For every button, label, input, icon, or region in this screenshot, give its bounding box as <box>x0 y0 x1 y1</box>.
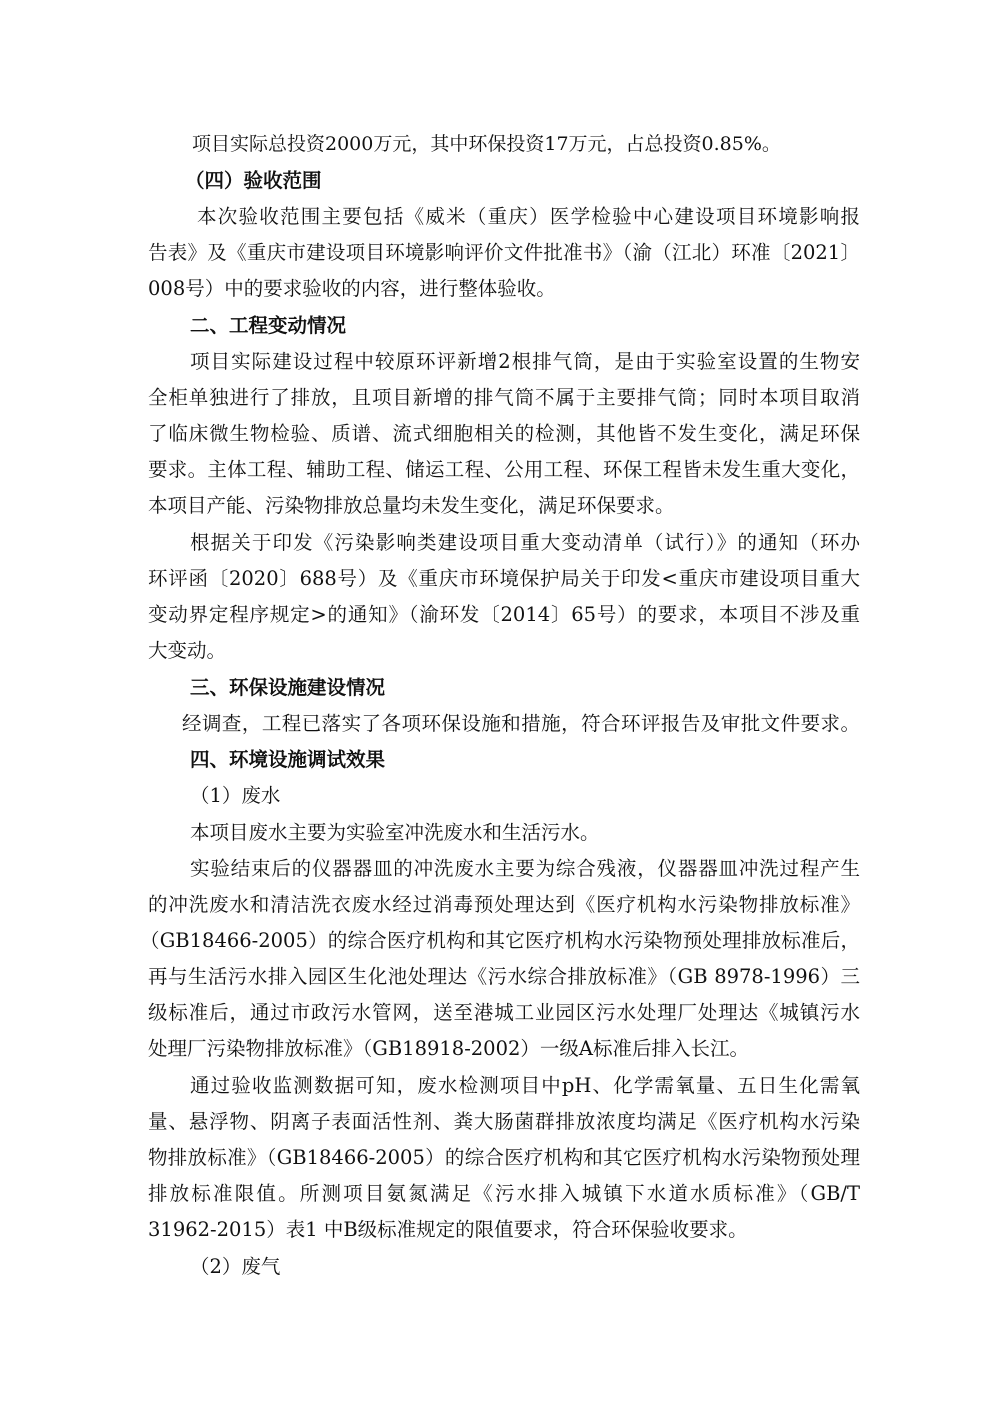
paragraph-line: 环评函〔2020〕688号）及《重庆市环境保护局关于印发<重庆市建设项目重大 <box>148 567 860 590</box>
paragraph-line: 经调查，工程已落实了各项环保设施和措施，符合环评报告及审批文件要求。 <box>182 712 860 735</box>
section-heading-acceptance-scope: （四）验收范围 <box>185 169 322 192</box>
subheading-exhaust-gas: （2）废气 <box>190 1255 281 1278</box>
paragraph-line: 根据关于印发《污染影响类建设项目重大变动清单（试行）》的通知（环办 <box>190 531 860 554</box>
paragraph-line: 的冲洗废水和清洁洗衣废水经过消毒预处理达到《医疗机构水污染物排放标准》 <box>148 893 860 916</box>
paragraph-line: 008号）中的要求验收的内容，进行整体验收。 <box>148 277 556 300</box>
paragraph-line: 级标准后，通过市政污水管网，送至港城工业园区污水处理厂处理达《城镇污水 <box>148 1001 860 1024</box>
paragraph-line: 本次验收范围主要包括《威米（重庆）医学检验中心建设项目环境影响报 <box>197 205 860 228</box>
paragraph-line: 了临床微生物检验、质谱、流式细胞相关的检测，其他皆不发生变化，满足环保 <box>148 422 860 445</box>
paragraph-line: 排放标准限值。所测项目氨氮满足《污水排入城镇下水道水质标准》（GB/T <box>148 1182 860 1205</box>
subheading-wastewater: （1）废水 <box>190 784 281 807</box>
paragraph-line: 本项目废水主要为实验室冲洗废水和生活污水。 <box>190 821 600 844</box>
paragraph-line: （GB18466-2005）的综合医疗机构和其它医疗机构水污染物预处理排放标准后， <box>140 929 860 952</box>
paragraph-line: 再与生活污水排入园区生化池处理达《污水综合排放标准》（GB 8978-1996）三 <box>148 965 860 988</box>
paragraph-line: 告表》及《重庆市建设项目环境影响评价文件批准书》（渝（江北）环准〔2021〕 <box>148 241 860 264</box>
paragraph-line: 物排放标准》（GB18466-2005）的综合医疗机构和其它医疗机构水污染物预处理 <box>148 1146 860 1169</box>
section-heading-debugging: 四、环境设施调试效果 <box>190 748 386 771</box>
paragraph-line: 要求。主体工程、辅助工程、储运工程、公用工程、环保工程皆未发生重大变化， <box>148 458 860 481</box>
paragraph-line: 处理厂污染物排放标准》（GB18918-2002）一级A标准后排入长江。 <box>148 1037 749 1060</box>
paragraph-line: 项目实际建设过程中较原环评新增2根排气筒，是由于实验室设置的生物安 <box>190 350 860 373</box>
section-heading-facilities: 三、环保设施建设情况 <box>190 676 386 699</box>
paragraph-line: 大变动。 <box>148 639 227 662</box>
paragraph-line: 变动界定程序规定>的通知》（渝环发〔2014〕65号）的要求，本项目不涉及重 <box>148 603 860 626</box>
paragraph-line: 实验结束后的仪器器皿的冲洗废水主要为综合残液，仪器器皿冲洗过程产生 <box>190 857 860 880</box>
paragraph-line: 量、悬浮物、阴离子表面活性剂、粪大肠菌群排放浓度均满足《医疗机构水污染 <box>148 1110 860 1133</box>
paragraph-line: 31962-2015）表1 中B级标准规定的限值要求，符合环保验收要求。 <box>148 1218 748 1241</box>
paragraph-line: 本项目产能、污染物排放总量均未发生变化，满足环保要求。 <box>148 494 675 517</box>
paragraph-line: 全柜单独进行了排放，且项目新增的排气筒不属于主要排气筒；同时本项目取消 <box>148 386 860 409</box>
paragraph-line: 通过验收监测数据可知，废水检测项目中pH、化学需氧量、五日生化需氧 <box>190 1074 860 1097</box>
section-heading-changes: 二、工程变动情况 <box>190 314 347 337</box>
investment-line: 项目实际总投资2000万元，其中环保投资17万元，占总投资0.85%。 <box>192 133 781 155</box>
